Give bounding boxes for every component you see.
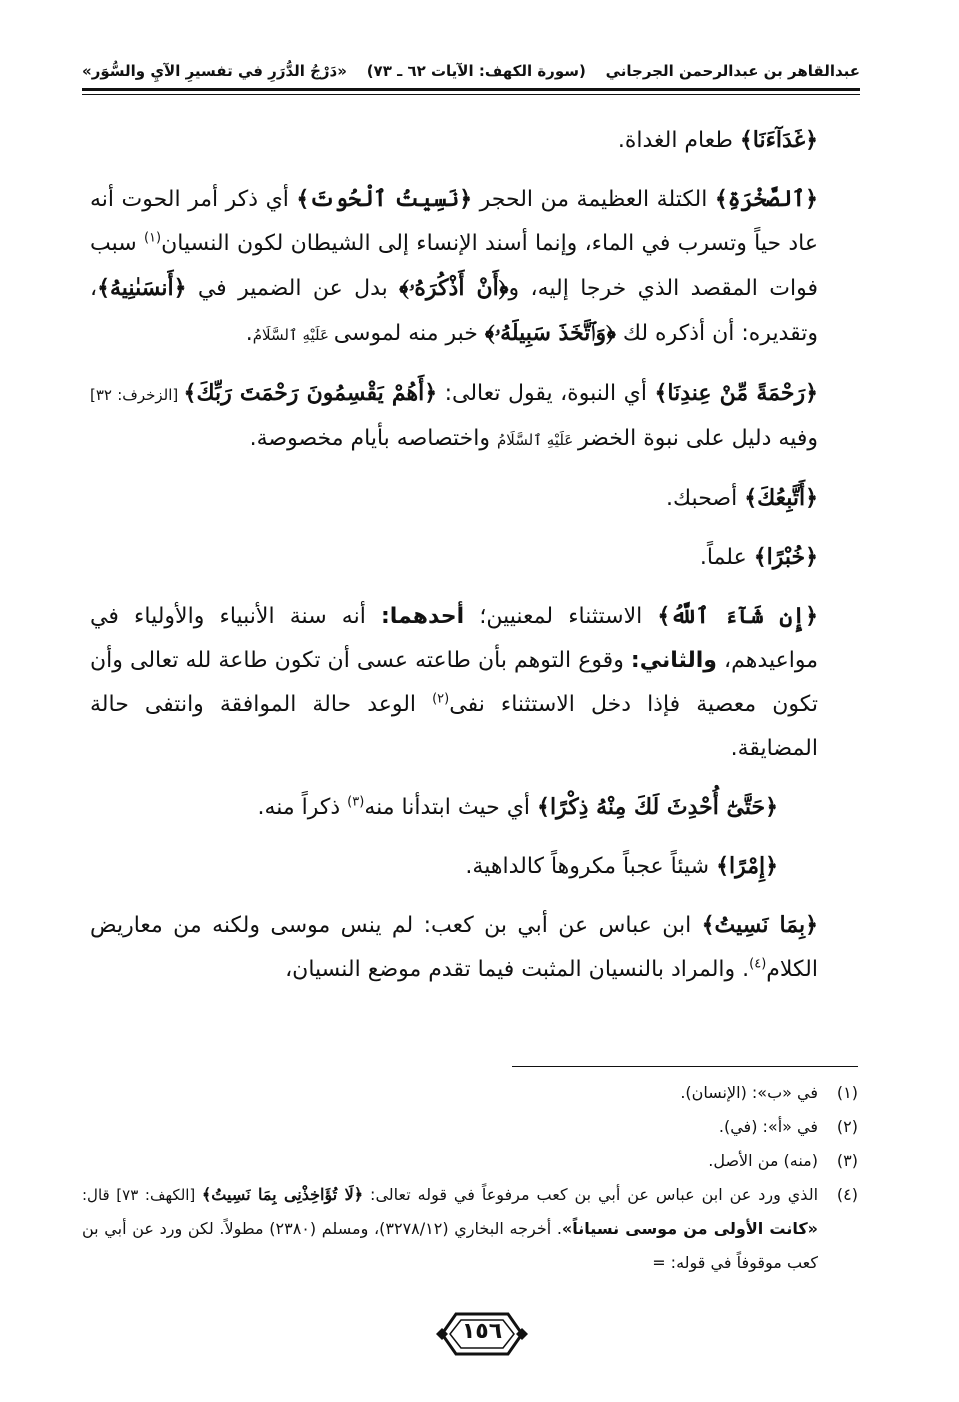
quran-quote: ﴿لَا تُؤَاخِذْنِى بِمَا نَسِيتُ﴾	[201, 1185, 364, 1204]
paragraph-8	[90, 844, 858, 889]
bold-term: والثاني:	[630, 648, 717, 673]
paragraph-2	[90, 177, 858, 357]
commentary: الوعد حالة الموافقة وانتفى حالة المضايقة.	[90, 692, 818, 761]
footnote-number: (٤)	[836, 1185, 858, 1204]
quran-quote: ﴿غَدَآءَنَا﴾	[739, 127, 818, 153]
footnotes	[82, 1076, 858, 1280]
page-number: ١٥٦	[461, 1319, 503, 1344]
footnote-number: (٢)	[836, 1117, 858, 1136]
commentary: وقوع التوهم بأن طاعته عسى أن تكون طاعة لله تعالى وأن تكون معصية فإذا دخل الاستثناء نفى	[90, 648, 818, 717]
footnote-text	[82, 1178, 818, 1280]
quran-quote: ﴿ٱلصَّخْرَةِ﴾	[714, 186, 818, 212]
page-number-ornament	[434, 1306, 530, 1362]
commentary: ابن عباس عن أبي بن كعب: لم ينس موسى ولكنه من معاريض الكلام	[90, 913, 818, 982]
paragraph-3	[90, 371, 858, 462]
commentary: بدل عن الضمير في	[186, 276, 400, 301]
footnote-commentary: الذي ورد عن ابن عباس عن أبي بن كعب مرفوعاً في قوله تعالى:	[363, 1185, 819, 1204]
verse-reference: [الزخرف: ٣٢]	[90, 386, 184, 404]
footnote-commentary: . أخرجه البخاري (٣٢٧٨/١٢)، ومسلم (٢٣٨٠) مطولاً. لكن ورد عن أبي بن كعب موقوفاً في قوله: =	[82, 1219, 818, 1272]
running-header	[82, 56, 860, 86]
footnote-number: (١)	[836, 1083, 858, 1102]
commentary: شيئاً عجباً مكروهاً كالداهية.	[465, 854, 717, 879]
footnote-text: في «ب»: (الإنسان).	[680, 1083, 818, 1102]
header-book-title: «دَرْجُ الدُّرَرِ في تفسيرِ الآيِ والسُّوَر»	[82, 62, 347, 80]
hadith-quote: «كانت الأولى من موسى نسياناً»	[561, 1219, 819, 1238]
commentary: .	[245, 321, 253, 346]
paragraph-5	[90, 535, 858, 580]
commentary: خبر منه لموسى	[333, 321, 485, 346]
commentary: أي النبوة، يقول تعالى:	[437, 381, 655, 406]
footnote-separator	[512, 1066, 858, 1067]
quran-quote: ﴿أَنْ أَذْكُرَهُۥ﴾	[399, 275, 509, 301]
honorific: عَلَيْهِ ٱلسَّلَامُ	[252, 326, 334, 344]
footnote-ref: (٤)	[749, 956, 767, 972]
commentary: ، وتقديره: أن أذكره لك	[90, 276, 818, 346]
bold-term: أحدهما:	[381, 604, 465, 629]
footnote-4	[82, 1178, 858, 1280]
honorific: عَلَيْهِ ٱلسَّلَامُ	[497, 431, 579, 449]
commentary: أنه سنة الأنبياء والأولياء في مواعيدهم،	[90, 604, 818, 673]
commentary: طعام الغداة.	[617, 128, 740, 153]
footnote-1	[82, 1076, 858, 1110]
quran-quote: ﴿أَتَّبِعُكَ﴾	[744, 485, 818, 511]
quran-quote: ﴿بِمَا نَسِيتُ﴾	[701, 912, 818, 938]
header-rule-thin	[82, 94, 860, 95]
commentary: سبب فوات المقصد الذي خرجا إليه، و	[90, 231, 818, 301]
header-surah-range: (سورة الكهف: الآيات ٦٢ ـ ٧٣)	[366, 62, 586, 80]
commentary: علماً.	[699, 545, 754, 570]
footnote-ref: (٢)	[432, 691, 450, 707]
footnote-2	[82, 1110, 858, 1144]
header-author: عبدالقاهر بن عبدالرحمن الجرجاني	[605, 62, 860, 80]
header-rule-thick	[82, 88, 860, 91]
commentary: أي ذكر أمر الحوت أنه عاد حياً وتسرب في الماء، وإنما أسند الإنساء إلى الشيطان لكون النسيان	[90, 187, 818, 256]
footnote-ref: (٣)	[347, 794, 365, 810]
commentary: الاستثناء لمعنيين؛	[464, 604, 658, 629]
quran-quote: ﴿رَحْمَةً مِّنْ عِندِنَا﴾	[654, 380, 818, 406]
footnote-3	[82, 1144, 858, 1178]
footnote-text: في «أ»: (في).	[718, 1117, 818, 1136]
commentary: الكتلة العظيمة من الحجر	[472, 187, 715, 212]
commentary: وفيه دليل على نبوة الخضر	[578, 426, 818, 451]
quran-quote: ﴿نَسِيتُ ٱلْحُوتَ﴾	[296, 186, 473, 212]
quran-quote: ﴿إِمْرًا﴾	[716, 853, 778, 879]
main-text	[90, 118, 858, 1006]
footnote-text: (منه) من الأصل.	[708, 1151, 818, 1170]
footnote-ref: (١)	[143, 230, 162, 246]
paragraph-4	[90, 476, 858, 521]
paragraph-6	[90, 594, 858, 771]
paragraph-7	[90, 785, 858, 830]
commentary: . والمراد بالنسيان المثبت فيما تقدم موضع النسيان،	[285, 957, 750, 982]
quran-quote: ﴿خُبْرًا﴾	[753, 544, 818, 570]
commentary: ذكراً منه.	[257, 795, 348, 820]
paragraph-1	[90, 118, 858, 163]
verse-reference: [الكهف: ٧٣] قال:	[82, 1186, 202, 1204]
paragraph-9	[90, 903, 858, 992]
quran-quote: ﴿وَٱتَّخَذَ سَبِيلَهُۥ﴾	[484, 320, 616, 346]
quran-quote: ﴿أَهُمْ يَقْسِمُونَ رَحْمَتَ رَبِّكَ﴾	[183, 380, 438, 406]
commentary: أصحبك.	[666, 486, 745, 511]
commentary: أي حيث ابتدأنا منه	[364, 795, 538, 820]
commentary: واختصاصه بأيام مخصوصة.	[249, 426, 498, 451]
quran-quote: ﴿أَنسَىٰنِيهُ﴾	[97, 275, 187, 301]
quran-quote: ﴿إِن شَآءَ ٱللَّهُ﴾	[657, 603, 818, 629]
footnote-number: (٣)	[836, 1151, 858, 1170]
quran-quote: ﴿حَتَّىٰٓ أُحْدِثَ لَكَ مِنْهُ ذِكْرًا﴾	[537, 794, 778, 820]
